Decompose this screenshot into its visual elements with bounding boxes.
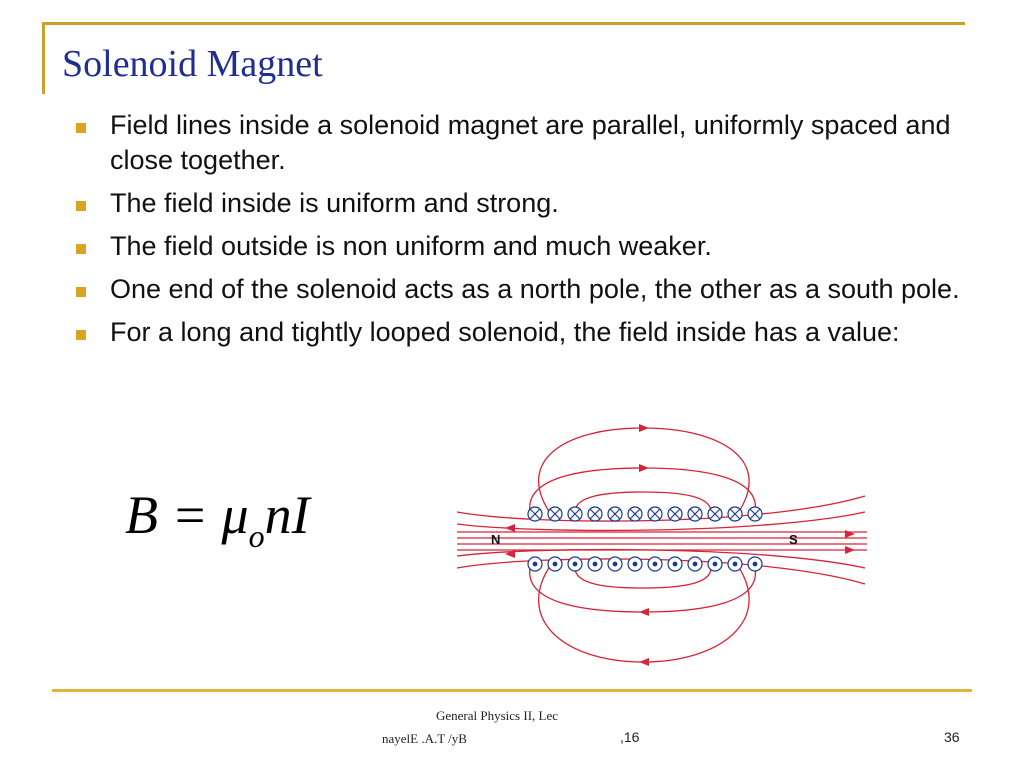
arrow-icon: [639, 464, 649, 472]
footer-date: ,16: [620, 729, 640, 745]
solenoid-field-diagram: [455, 420, 870, 672]
page-number: 36: [944, 729, 960, 745]
bullet-item: [70, 108, 970, 178]
formula-ni: nI: [264, 485, 310, 545]
bullet-item: [70, 315, 970, 350]
bullet-item: [70, 272, 970, 307]
south-pole-label: S: [789, 532, 798, 547]
field-formula: [125, 484, 310, 554]
bullet-marker-icon: [76, 123, 86, 133]
arrow-icon: [845, 546, 855, 554]
solenoid-top-coils: [528, 507, 762, 521]
formula-subscript: o: [248, 518, 265, 554]
bullet-list: [70, 108, 970, 358]
middle-field-loop-bottom: [530, 568, 756, 612]
formula-equals: =: [171, 485, 208, 545]
bullet-marker-icon: [76, 330, 86, 340]
field-arrows: [505, 424, 855, 666]
bullet-item: [70, 229, 970, 264]
arrow-icon: [639, 608, 649, 616]
bullet-marker-icon: [76, 244, 86, 254]
outer-field-loop-top: [539, 428, 749, 513]
left-border-line: [42, 22, 45, 94]
arrow-icon: [505, 524, 515, 532]
bullet-text: One end of the solenoid acts as a north pole, the other as a south pole.: [110, 274, 960, 304]
arrow-icon: [845, 530, 855, 538]
bullet-marker-icon: [76, 287, 86, 297]
footer-author: nayelE .A.T /yB: [382, 731, 467, 746]
bullet-text: The field outside is non uniform and much weaker.: [110, 231, 712, 261]
bullet-text: The field inside is uniform and strong.: [110, 188, 559, 218]
formula-mu: μ: [221, 485, 249, 545]
top-border-line: [45, 22, 965, 25]
north-pole-label: N: [491, 532, 501, 547]
bullet-marker-icon: [76, 201, 86, 211]
slide-title: Solenoid Magnet: [62, 43, 323, 85]
bullet-text: Field lines inside a solenoid magnet are parallel, uniformly spaced and close together.: [110, 110, 951, 175]
arrow-icon: [639, 424, 649, 432]
field-lines: [457, 428, 867, 662]
arrow-icon: [639, 658, 649, 666]
formula-b: B: [125, 485, 158, 545]
footer-divider-line: [52, 689, 972, 692]
outer-field-loop-bottom: [539, 566, 749, 662]
middle-field-loop-top: [530, 468, 756, 512]
bullet-text: For a long and tightly looped solenoid, the field inside has a value:: [110, 317, 900, 347]
footer-course: General Physics II, Lec: [436, 708, 559, 723]
bullet-item: [70, 186, 970, 221]
